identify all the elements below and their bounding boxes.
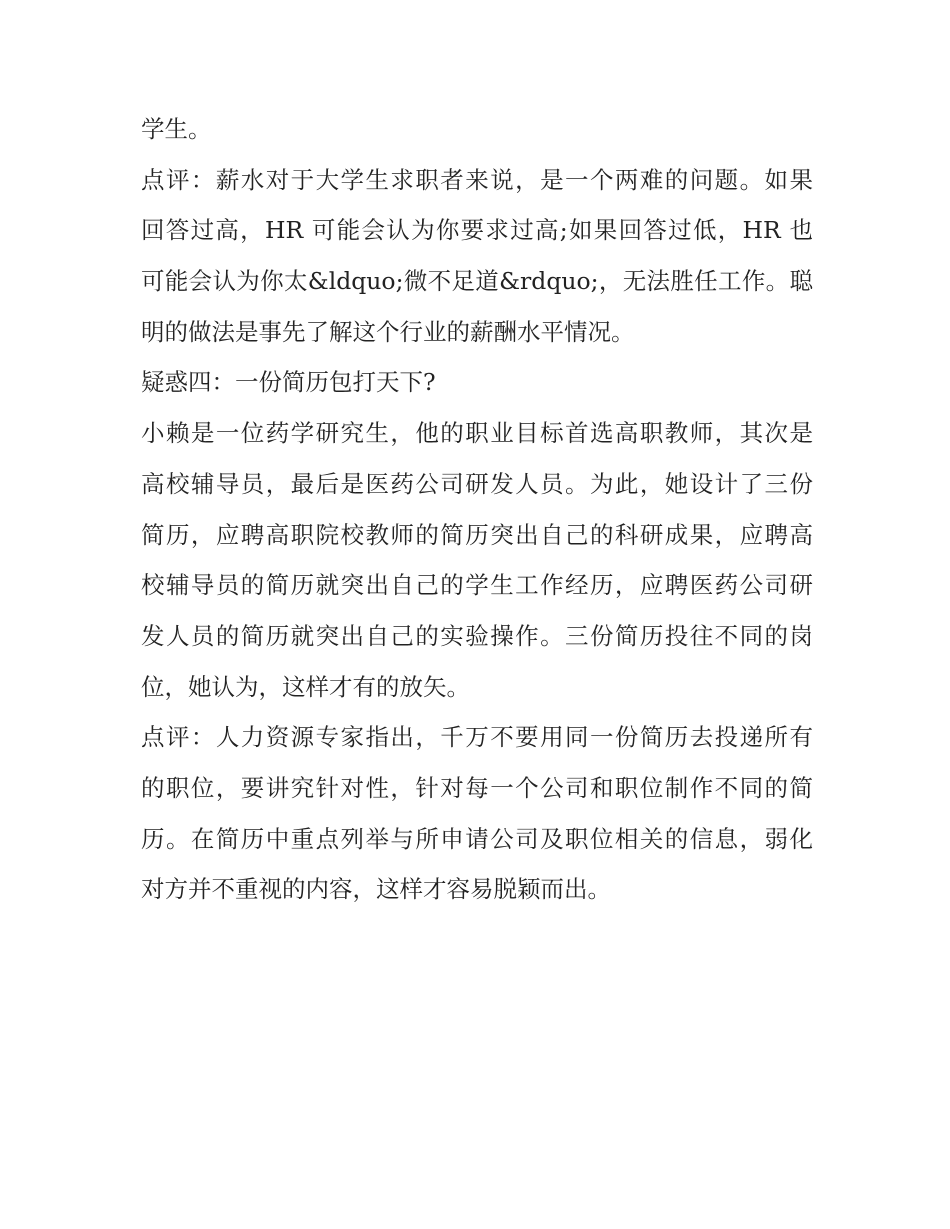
paragraph-2-line-1: 点评：薪水对于大学生求职者来说，是一个两难的问题。如果 xyxy=(141,165,813,194)
paragraph-2-line-3: 可能会认为你太&ldquo;微不足道&rdquo;，无法胜任工作。聪 xyxy=(141,267,813,296)
document-page xyxy=(141,104,813,915)
paragraph-4-line-4: 对方并不重视的内容，这样才容易脱颖而出。 xyxy=(141,875,611,904)
paragraph-3-line-2: 高校辅导员，最后是医药公司研发人员。为此，她设计了三份 xyxy=(141,469,813,498)
section-heading: 疑惑四：一份简历包打天下? xyxy=(141,368,436,397)
paragraph-2-line-2: 回答过高，HR 可能会认为你要求过高;如果回答过低，HR 也 xyxy=(141,216,813,245)
paragraph-3-line-1: 小赖是一位药学研究生，他的职业目标首选高职教师，其次是 xyxy=(141,419,813,448)
paragraph-2-line-4: 明的做法是事先了解这个行业的薪酬水平情况。 xyxy=(141,317,635,346)
paragraph-1-line-1: 学生。 xyxy=(141,115,212,143)
paragraph-3-line-6: 位，她认为，这样才有的放矢。 xyxy=(141,672,470,701)
paragraph-3-line-4: 校辅导员的简历就突出自己的学生工作经历，应聘医药公司研 xyxy=(141,571,813,600)
paragraph-3-line-5: 发人员的简历就突出自己的实验操作。三份简历投往不同的岗 xyxy=(141,621,813,650)
paragraph-4-line-3: 历。在简历中重点列举与所申请公司及职位相关的信息，弱化 xyxy=(141,824,813,853)
paragraph-4-line-2: 的职位，要讲究针对性，针对每一个公司和职位制作不同的简 xyxy=(141,773,813,802)
paragraph-4-line-1: 点评：人力资源专家指出，千万不要用同一份简历去投递所有 xyxy=(141,723,813,752)
paragraph-3-line-3: 简历，应聘高职院校教师的简历突出自己的科研成果，应聘高 xyxy=(141,520,813,549)
